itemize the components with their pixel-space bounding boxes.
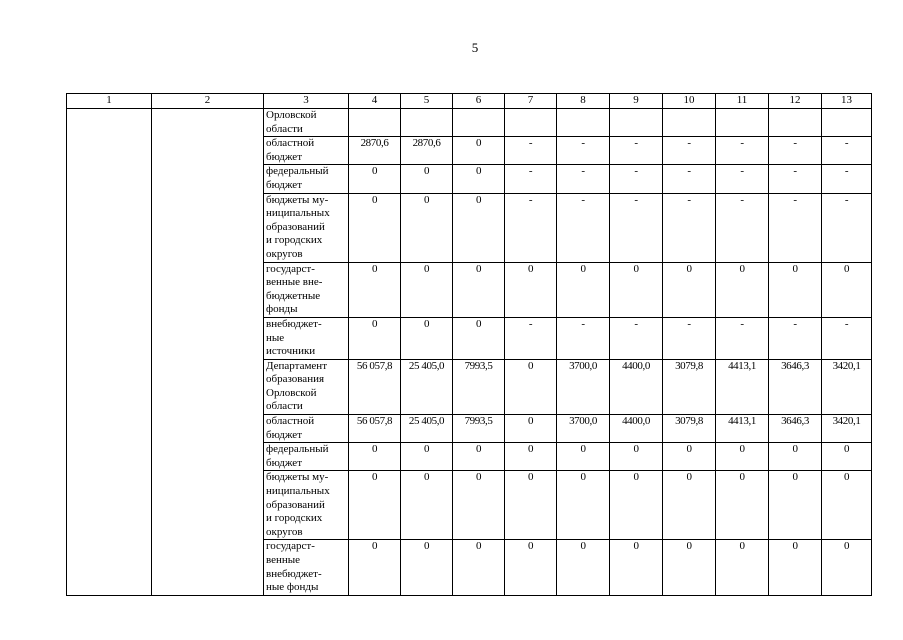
value-cell: 0 bbox=[610, 471, 663, 540]
funding-source-line: образований bbox=[266, 498, 325, 511]
value-cell: - bbox=[822, 317, 872, 359]
value-cell bbox=[349, 109, 401, 137]
funding-source-line: образований bbox=[266, 220, 325, 233]
value-cell bbox=[505, 109, 557, 137]
funding-source-line: Департамент bbox=[266, 359, 328, 372]
header-cell: 12 bbox=[769, 94, 822, 109]
value-cell: - bbox=[557, 165, 610, 193]
value-cell: 4413,1 bbox=[716, 359, 769, 414]
value-cell: - bbox=[663, 317, 716, 359]
value-cell: 0 bbox=[716, 540, 769, 595]
funding-source-line: и городских bbox=[266, 234, 323, 247]
value-cell: 4413,1 bbox=[716, 415, 769, 443]
funding-source-line: государст- bbox=[266, 540, 315, 553]
value-cell: 0 bbox=[349, 193, 401, 262]
value-cell: 0 bbox=[822, 443, 872, 471]
funding-source-cell bbox=[264, 262, 349, 317]
value-cell: - bbox=[822, 137, 872, 165]
value-cell: 4400,0 bbox=[610, 359, 663, 414]
value-cell: - bbox=[769, 165, 822, 193]
value-cell: 0 bbox=[453, 540, 505, 595]
value-cell: 0 bbox=[505, 415, 557, 443]
funding-source-line: области bbox=[266, 400, 303, 413]
header-cell: 4 bbox=[349, 94, 401, 109]
value-cell: 0 bbox=[505, 443, 557, 471]
value-cell bbox=[610, 109, 663, 137]
value-cell: - bbox=[716, 317, 769, 359]
header-cell: 11 bbox=[716, 94, 769, 109]
value-cell: 0 bbox=[716, 471, 769, 540]
value-cell: 3700,0 bbox=[557, 359, 610, 414]
funding-source-line: венные вне- bbox=[266, 276, 323, 289]
funding-source-line: ные фонды bbox=[266, 581, 319, 594]
value-cell: 0 bbox=[453, 137, 505, 165]
funding-source-line: ниципальных bbox=[266, 485, 330, 498]
funding-source-line: Орловской bbox=[266, 386, 317, 399]
value-cell: 2870,6 bbox=[401, 137, 453, 165]
header-cell: 7 bbox=[505, 94, 557, 109]
value-cell: 0 bbox=[557, 443, 610, 471]
header-cell: 5 bbox=[401, 94, 453, 109]
table-body bbox=[67, 94, 872, 596]
value-cell: 3420,1 bbox=[822, 359, 872, 414]
value-cell bbox=[716, 109, 769, 137]
value-cell: 0 bbox=[663, 540, 716, 595]
funding-source-cell bbox=[264, 109, 349, 137]
funding-source-line: государст- bbox=[266, 262, 315, 275]
value-cell: 0 bbox=[401, 471, 453, 540]
value-cell: 0 bbox=[822, 262, 872, 317]
value-cell: - bbox=[769, 137, 822, 165]
header-cell: 2 bbox=[152, 94, 264, 109]
value-cell: 0 bbox=[453, 443, 505, 471]
value-cell: 3700,0 bbox=[557, 415, 610, 443]
value-cell: 0 bbox=[769, 443, 822, 471]
funding-source-line: фонды bbox=[266, 303, 298, 316]
value-cell bbox=[822, 109, 872, 137]
value-cell: - bbox=[610, 165, 663, 193]
funding-source-line: ные bbox=[266, 331, 285, 344]
funding-source-line: и городских bbox=[266, 512, 323, 525]
value-cell: - bbox=[557, 317, 610, 359]
value-cell: 0 bbox=[349, 540, 401, 595]
funding-source-cell bbox=[264, 193, 349, 262]
value-cell: 0 bbox=[769, 540, 822, 595]
funding-source-line: бюджеты му- bbox=[266, 471, 329, 484]
value-cell: 0 bbox=[716, 443, 769, 471]
value-cell: 0 bbox=[716, 262, 769, 317]
value-cell: - bbox=[822, 193, 872, 262]
value-cell: 0 bbox=[663, 471, 716, 540]
value-cell: - bbox=[822, 165, 872, 193]
funding-source-line: округов bbox=[266, 247, 303, 260]
funding-source-cell bbox=[264, 317, 349, 359]
funding-source-line: федеральный bbox=[266, 165, 329, 178]
value-cell: - bbox=[610, 193, 663, 262]
value-cell: - bbox=[557, 193, 610, 262]
value-cell: 0 bbox=[453, 193, 505, 262]
value-cell: 3079,8 bbox=[663, 415, 716, 443]
value-cell: 0 bbox=[557, 471, 610, 540]
header-cell: 10 bbox=[663, 94, 716, 109]
value-cell: - bbox=[769, 317, 822, 359]
value-cell: 4400,0 bbox=[610, 415, 663, 443]
value-cell: 0 bbox=[453, 471, 505, 540]
funding-source-line: внебюджет- bbox=[266, 317, 322, 330]
value-cell: - bbox=[557, 137, 610, 165]
funding-source-line: внебюджет- bbox=[266, 567, 322, 580]
value-cell: 25 405,0 bbox=[401, 415, 453, 443]
value-cell: 0 bbox=[401, 540, 453, 595]
header-cell: 9 bbox=[610, 94, 663, 109]
funding-source-line: областной bbox=[266, 137, 315, 150]
value-cell: 0 bbox=[401, 262, 453, 317]
funding-source-line: бюджет bbox=[266, 456, 302, 469]
funding-source-line: бюджетные bbox=[266, 289, 321, 302]
funding-source-cell bbox=[264, 471, 349, 540]
funding-source-line: бюджет bbox=[266, 150, 302, 163]
funding-source-line: бюджет bbox=[266, 428, 302, 441]
header-cell: 6 bbox=[453, 94, 505, 109]
funding-source-cell bbox=[264, 359, 349, 414]
funding-source-line: бюджеты му- bbox=[266, 193, 329, 206]
value-cell: - bbox=[505, 317, 557, 359]
value-cell: 3646,3 bbox=[769, 415, 822, 443]
value-cell bbox=[769, 109, 822, 137]
value-cell: 0 bbox=[610, 262, 663, 317]
budget-table bbox=[66, 93, 872, 596]
value-cell: - bbox=[610, 137, 663, 165]
value-cell: 0 bbox=[349, 165, 401, 193]
funding-source-line: венные bbox=[266, 554, 301, 566]
table-row bbox=[67, 109, 872, 137]
value-cell: 0 bbox=[505, 540, 557, 595]
header-row bbox=[67, 94, 872, 109]
value-cell: 0 bbox=[822, 471, 872, 540]
value-cell: - bbox=[716, 193, 769, 262]
value-cell: - bbox=[505, 193, 557, 262]
value-cell: 0 bbox=[610, 443, 663, 471]
value-cell: 0 bbox=[663, 262, 716, 317]
funding-source-line: федеральный bbox=[266, 443, 329, 456]
value-cell: 0 bbox=[401, 165, 453, 193]
value-cell: 0 bbox=[557, 540, 610, 595]
value-cell: 0 bbox=[349, 317, 401, 359]
value-cell: - bbox=[610, 317, 663, 359]
funding-source-line: образования bbox=[266, 373, 325, 386]
header-cell: 3 bbox=[264, 94, 349, 109]
value-cell: 0 bbox=[453, 262, 505, 317]
value-cell: 0 bbox=[505, 359, 557, 414]
funding-source-line: области bbox=[266, 122, 303, 135]
funding-source-cell bbox=[264, 137, 349, 165]
value-cell: 0 bbox=[505, 471, 557, 540]
header-cell: 8 bbox=[557, 94, 610, 109]
value-cell: 0 bbox=[453, 317, 505, 359]
value-cell: 3079,8 bbox=[663, 359, 716, 414]
value-cell: 0 bbox=[349, 443, 401, 471]
funding-source-line: ниципальных bbox=[266, 207, 330, 220]
value-cell: 7993,5 bbox=[453, 415, 505, 443]
value-cell: 3646,3 bbox=[769, 359, 822, 414]
value-cell: 0 bbox=[349, 262, 401, 317]
value-cell: - bbox=[716, 165, 769, 193]
value-cell bbox=[401, 109, 453, 137]
header-cell: 1 bbox=[67, 94, 152, 109]
value-cell: - bbox=[716, 137, 769, 165]
value-cell: 56 057,8 bbox=[349, 415, 401, 443]
value-cell: 25 405,0 bbox=[401, 359, 453, 414]
value-cell: - bbox=[663, 137, 716, 165]
event-cell bbox=[152, 109, 264, 596]
value-cell: - bbox=[505, 165, 557, 193]
header-cell: 13 bbox=[822, 94, 872, 109]
value-cell: 7993,5 bbox=[453, 359, 505, 414]
page-number: 5 bbox=[471, 40, 479, 55]
value-cell bbox=[663, 109, 716, 137]
value-cell: 0 bbox=[663, 443, 716, 471]
value-cell: 0 bbox=[401, 317, 453, 359]
value-cell: 2870,6 bbox=[349, 137, 401, 165]
funding-source-line: источники bbox=[266, 345, 316, 358]
value-cell: 0 bbox=[769, 471, 822, 540]
funding-source-line: Орловской bbox=[266, 109, 317, 121]
value-cell: - bbox=[663, 165, 716, 193]
value-cell: 0 bbox=[401, 443, 453, 471]
value-cell bbox=[453, 109, 505, 137]
funding-source-line: областной bbox=[266, 415, 315, 428]
funding-source-cell bbox=[264, 165, 349, 193]
program-cell bbox=[67, 109, 152, 596]
value-cell: 0 bbox=[505, 262, 557, 317]
value-cell: - bbox=[769, 193, 822, 262]
value-cell: 0 bbox=[349, 471, 401, 540]
value-cell: 0 bbox=[610, 540, 663, 595]
value-cell: - bbox=[505, 137, 557, 165]
value-cell: 3420,1 bbox=[822, 415, 872, 443]
funding-source-cell bbox=[264, 415, 349, 443]
value-cell: 0 bbox=[822, 540, 872, 595]
value-cell: 0 bbox=[769, 262, 822, 317]
funding-source-line: бюджет bbox=[266, 178, 302, 191]
funding-source-cell bbox=[264, 443, 349, 471]
value-cell: 0 bbox=[453, 165, 505, 193]
funding-source-line: округов bbox=[266, 525, 303, 538]
value-cell: 56 057,8 bbox=[349, 359, 401, 414]
value-cell: 0 bbox=[401, 193, 453, 262]
value-cell bbox=[557, 109, 610, 137]
funding-source-cell bbox=[264, 540, 349, 595]
value-cell: - bbox=[663, 193, 716, 262]
value-cell: 0 bbox=[557, 262, 610, 317]
